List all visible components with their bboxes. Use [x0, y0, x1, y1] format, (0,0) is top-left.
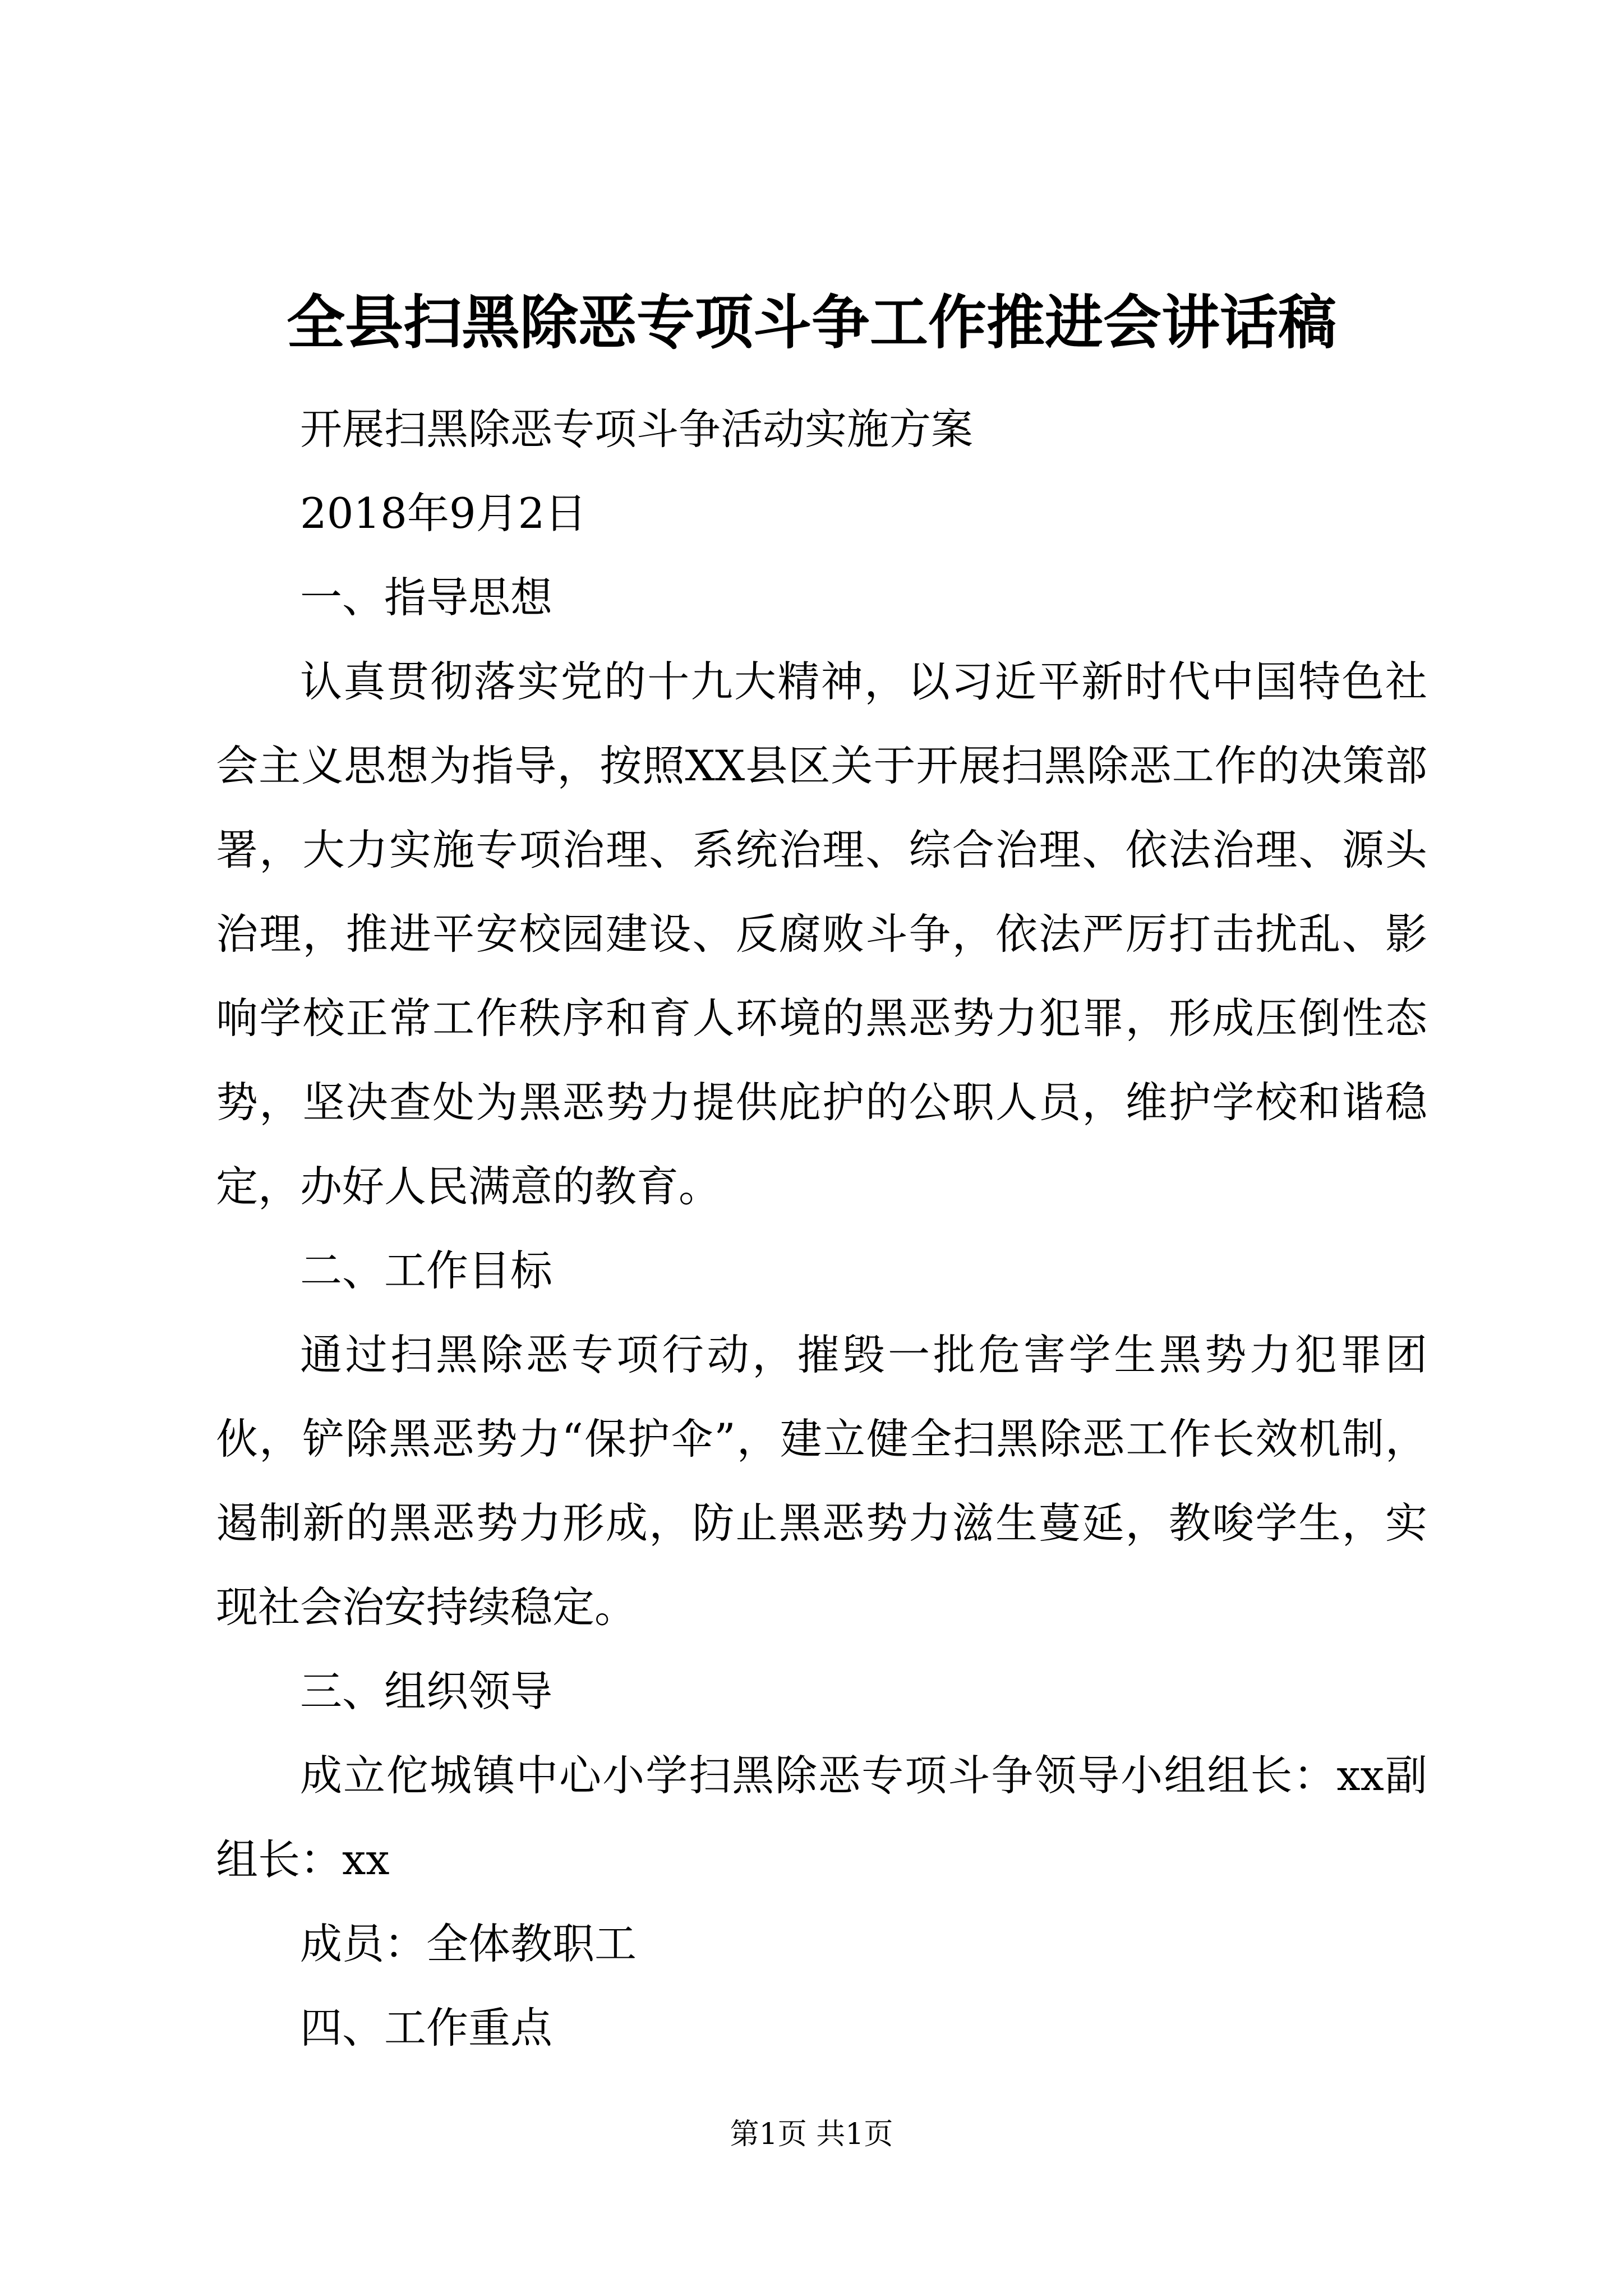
paragraph-work-goals: 通过扫黑除恶专项行动，摧毁一批危害学生黑势力犯罪团伙，铲除黑恶势力“保护伞”，建立健全扫黑除恶工作长效机制，遏制新的黑恶势力形成，防止黑恶势力滋生蔓延，教唆学生，实现社会治安持续稳定。	[216, 1330, 1427, 1632]
plan-date: 2018年9月2日	[300, 489, 587, 538]
paragraph-members: 成员：全体教职工	[300, 1919, 637, 1968]
paragraph-leadership-group: 成立佗城镇中心小学扫黑除恶专项斗争领导小组组长：xx副组长：xx	[216, 1751, 1427, 1884]
section-heading-organization: 三、组织领导	[300, 1667, 553, 1716]
document-body	[216, 387, 1427, 2070]
plan-title: 开展扫黑除恶专项斗争活动实施方案	[300, 404, 974, 454]
document-title: 全县扫黑除恶专项斗争工作推进会讲话稿	[286, 288, 1336, 357]
page-footer: 第1页 共1页	[730, 2118, 893, 2151]
section-heading-guiding-ideology: 一、指导思想	[300, 573, 553, 622]
section-heading-work-focus: 四、工作重点	[300, 2003, 553, 2053]
section-heading-work-goals: 二、工作目标	[300, 1246, 553, 1295]
paragraph-guiding-ideology: 认真贯彻落实党的十九大精神，以习近平新时代中国特色社会主义思想为指导，按照XX县区关于开展扫黑除恶工作的决策部署，大力实施专项治理、系统治理、综合治理、依法治理、源头治理，推进平安校园建设、反腐败斗争，依法严厉打击扰乱、影响学校正常工作秩序和育人环境的黑恶势力犯罪，形成压倒性态势，坚决查处为黑恶势力提供庇护的公职人员，维护学校和谐稳定，办好人民满意的教育。	[216, 657, 1427, 1211]
